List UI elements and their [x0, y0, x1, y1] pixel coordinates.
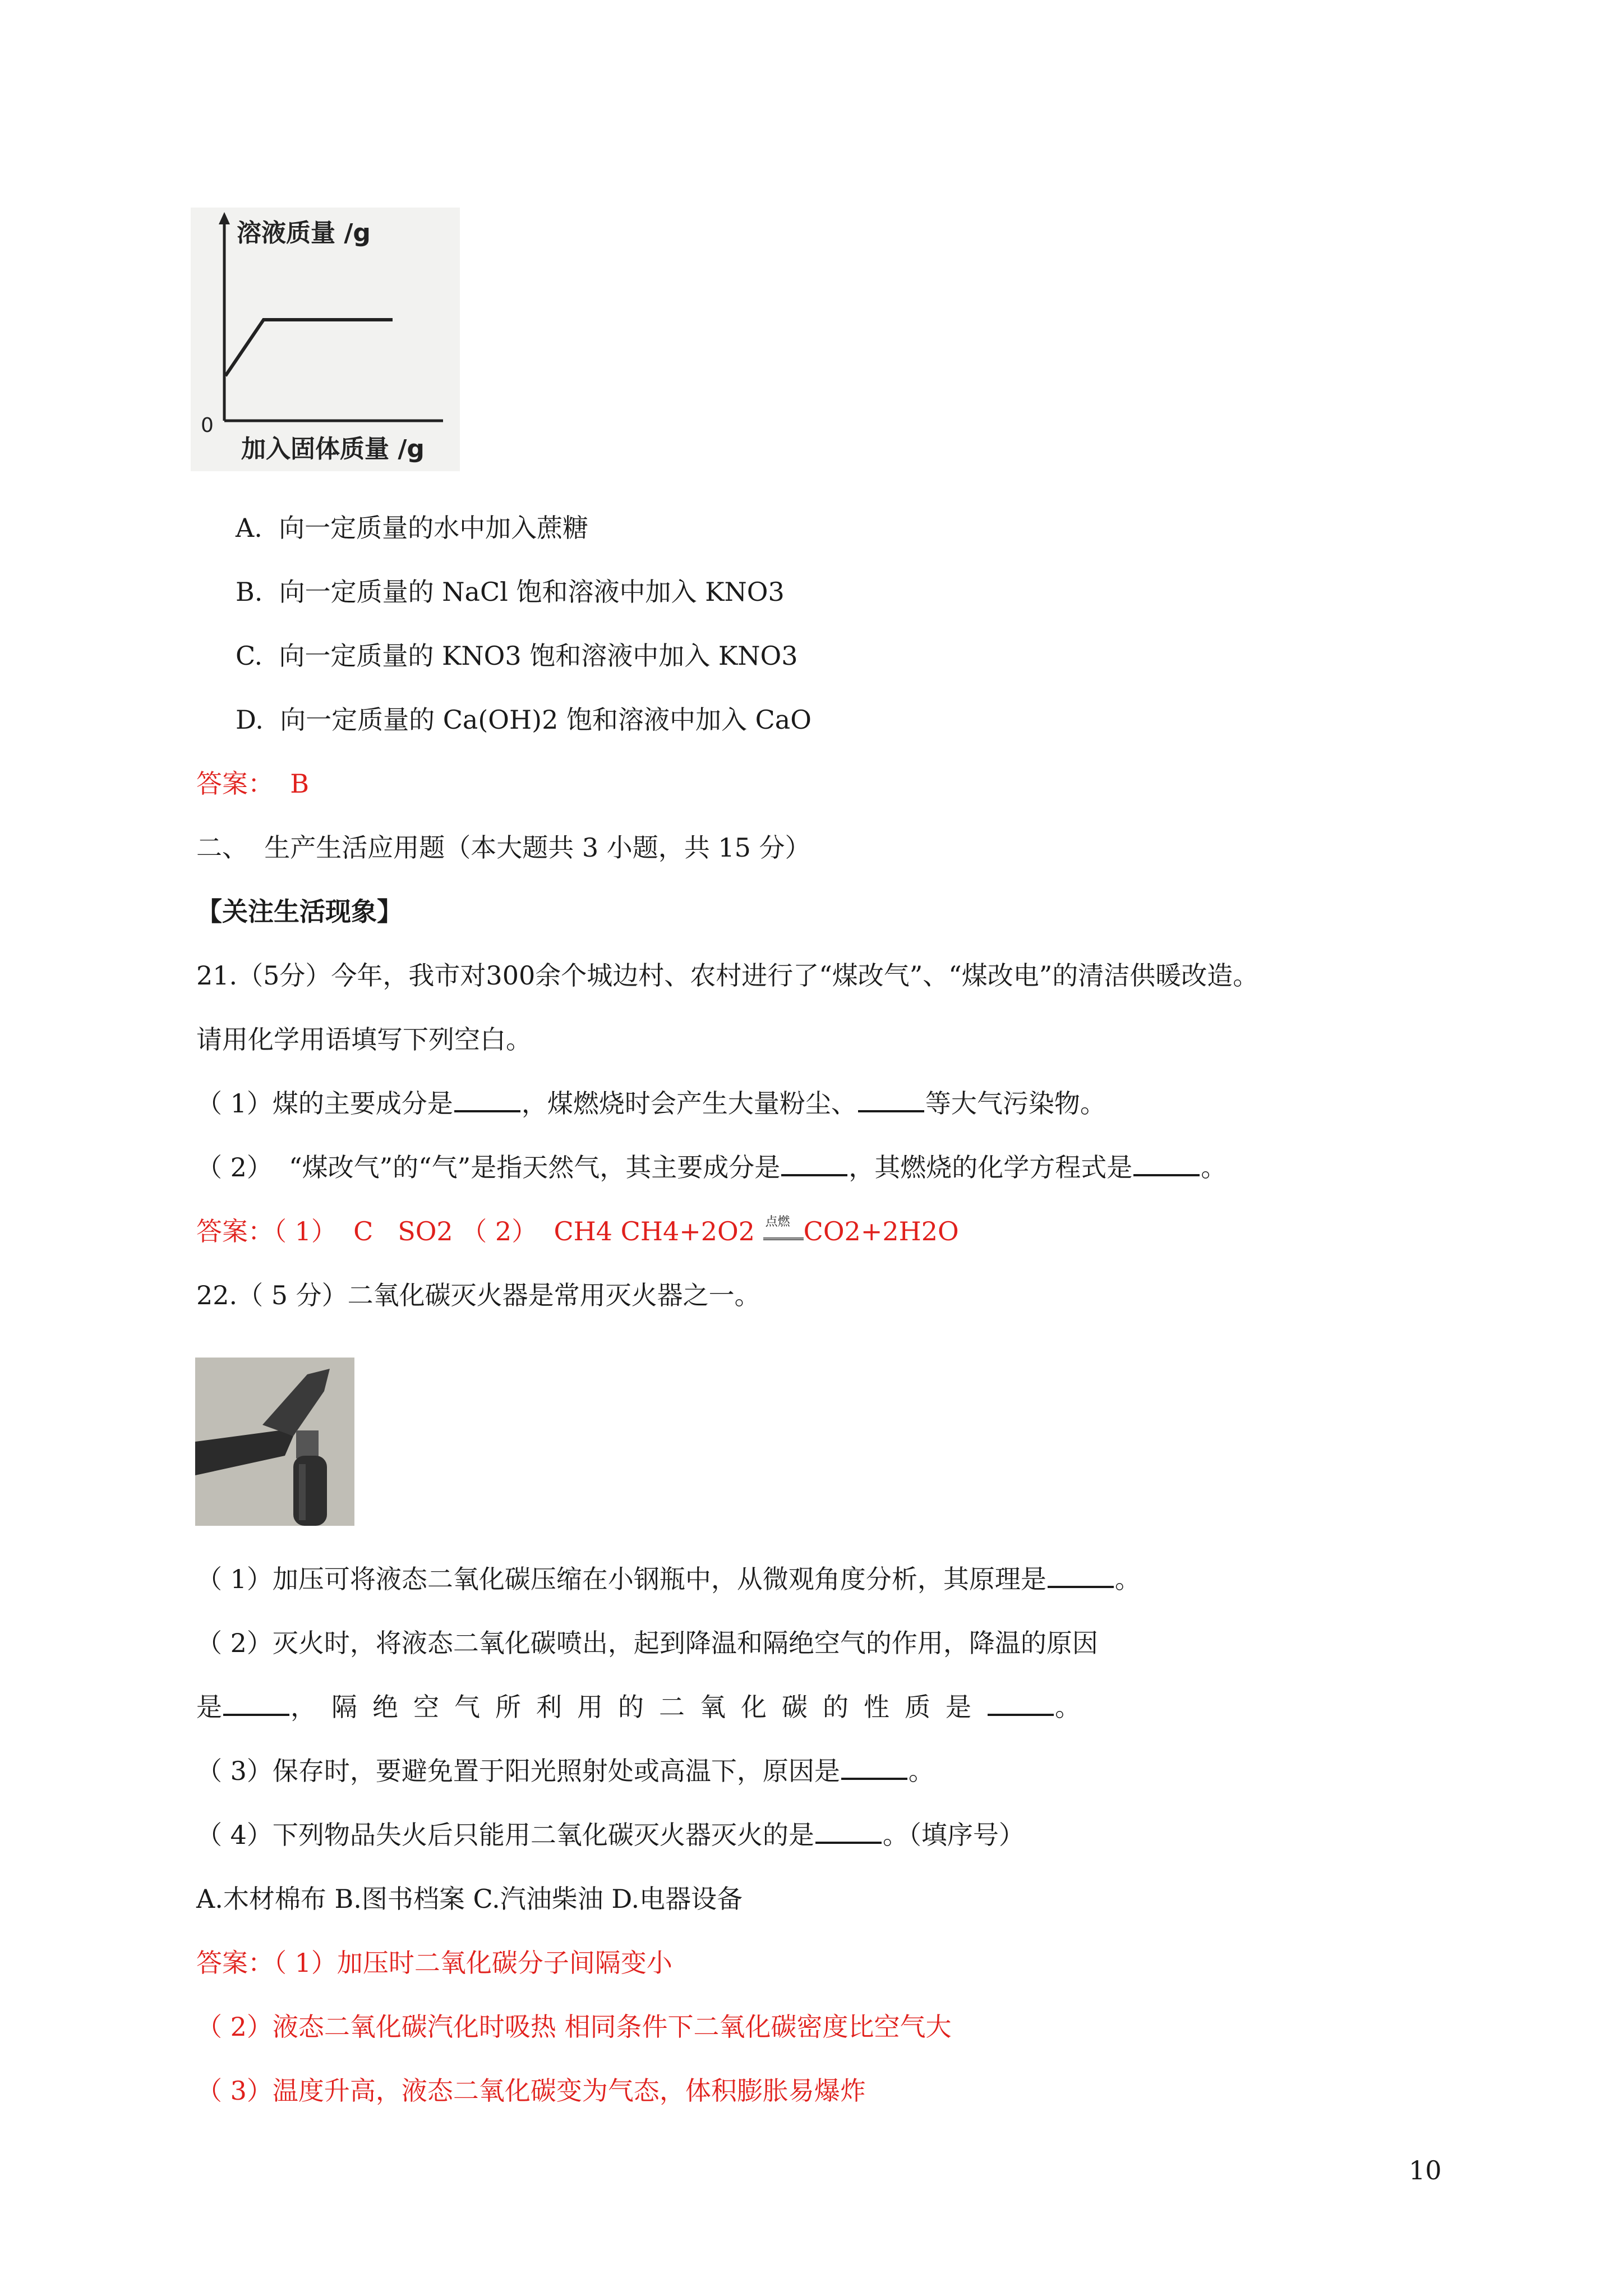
reaction-condition — [763, 1215, 804, 1244]
q22-part2-text-a: 是 — [196, 1692, 222, 1722]
q22-part4-text-b: 。（填序号） — [882, 1820, 1025, 1850]
q22-part3-text-a: （ 3）保存时，要避免置于阳光照射处或高温下，原因是 — [196, 1756, 840, 1786]
q20-option-a: A. 向一定质量的水中加入蔗糖 — [236, 513, 589, 543]
q20-option-c: C. 向一定质量的 KNO3 饱和溶液中加入 KNO3 — [236, 641, 798, 671]
q22-part1 — [196, 1566, 1141, 1592]
q21-part2-text-c: 。 — [1201, 1152, 1227, 1182]
answer-blank — [858, 1091, 924, 1112]
x-axis-label: 加入固体质量 /g — [241, 435, 425, 463]
q21-stem-line1: 21.（5分）今年，我市对300余个城边村、农村进行了“煤改气”、“煤改电”的清洁供暖改造。 — [196, 960, 1259, 991]
y-axis-label: 溶液质量 /g — [237, 219, 371, 247]
q22-part4-text-a: （ 4）下列物品失火后只能用二氧化碳灭火器灭火的是 — [196, 1820, 814, 1850]
answer-blank — [988, 1695, 1054, 1716]
q20-option-b: B. 向一定质量的 NaCl 饱和溶液中加入 KNO3 — [236, 577, 785, 607]
q22-answer-2: （ 2）液态二氧化碳汽化时吸热 相同条件下二氧化碳密度比空气大 — [196, 2012, 952, 2042]
answer-blank — [223, 1695, 289, 1716]
fire-extinguisher-photo — [195, 1358, 354, 1526]
q22-part3-text-b: 。 — [908, 1756, 934, 1786]
q22-part1-text-a: （ 1）加压可将液态二氧化碳压缩在小钢瓶中，从微观角度分析，其原理是 — [196, 1564, 1046, 1594]
q21-part1-text-a: （ 1）煤的主要成分是 — [196, 1088, 453, 1119]
answer-blank — [1048, 1567, 1114, 1588]
q22-part1-text-b: 。 — [1114, 1564, 1141, 1594]
q22-answer-1: 答案：（ 1）加压时二氧化碳分子间隔变小 — [196, 1948, 672, 1978]
answer-blank — [1133, 1155, 1200, 1176]
section-2-title: 二、 生产生活应用题（本大题共 3 小题，共 15 分） — [196, 832, 811, 863]
q20-answer: 答案： B — [196, 769, 310, 799]
origin-label: 0 — [201, 414, 214, 437]
q22-answer-3: （ 3）温度升高，液态二氧化碳变为气态，体积膨胀易爆炸 — [196, 2076, 866, 2106]
extinguisher-valve — [296, 1430, 319, 1458]
q21-part1 — [196, 1088, 1106, 1119]
q20-option-d: D. 向一定质量的 Ca(OH)2 饱和溶液中加入 CaO — [236, 705, 811, 735]
q22-options: A.木材棉布 B.图书档案 C.汽油柴油 D.电器设备 — [196, 1884, 743, 1914]
subsection-title: 【关注生活现象】 — [196, 896, 403, 927]
q21-answer — [196, 1215, 959, 1246]
page-number: 10 — [1409, 2155, 1442, 2185]
q22-part2-text-c: 。 — [1055, 1692, 1081, 1722]
q21-part1-text-b: ，煤燃烧时会产生大量粉尘、 — [521, 1088, 857, 1119]
q22-part2-line2 — [196, 1694, 1081, 1720]
q21-stem-line2: 请用化学用语填写下列空白。 — [196, 1024, 532, 1055]
q21-part1-text-c: 等大气污染物。 — [925, 1088, 1106, 1119]
answer-blank — [841, 1759, 907, 1780]
q22-part2-line1: （ 2）灭火时，将液态二氧化碳喷出，起到降温和隔绝空气的作用，降温的原因 — [196, 1628, 1098, 1658]
solution-mass-graph — [191, 208, 460, 471]
q21-answer-text-b: CO2+2H2O — [803, 1216, 959, 1246]
q22-stem: 22.（ 5 分）二氧化碳灭火器是常用灭火器之一。 — [196, 1280, 760, 1310]
extinguisher-cylinder — [293, 1456, 327, 1526]
answer-blank — [815, 1823, 882, 1844]
q21-part2 — [196, 1154, 1227, 1180]
q22-part2-text-b: ，隔绝空气所利用的二氧化碳的性质是 — [291, 1692, 986, 1722]
q21-part2-text-b: ，其燃烧的化学方程式是 — [849, 1152, 1133, 1182]
answer-blank — [781, 1155, 847, 1176]
answer-blank — [454, 1091, 520, 1112]
reaction-condition-label: 点燃 — [765, 1215, 790, 1229]
q21-part2-text-a: （ 2） “煤改气”的“气”是指天然气，其主要成分是 — [196, 1152, 781, 1182]
q22-part3 — [196, 1758, 934, 1784]
q21-answer-text-a: 答案：（ 1） C SO2 （ 2） CH4 CH4+2O2 — [196, 1216, 763, 1246]
q22-part4 — [196, 1822, 1025, 1848]
